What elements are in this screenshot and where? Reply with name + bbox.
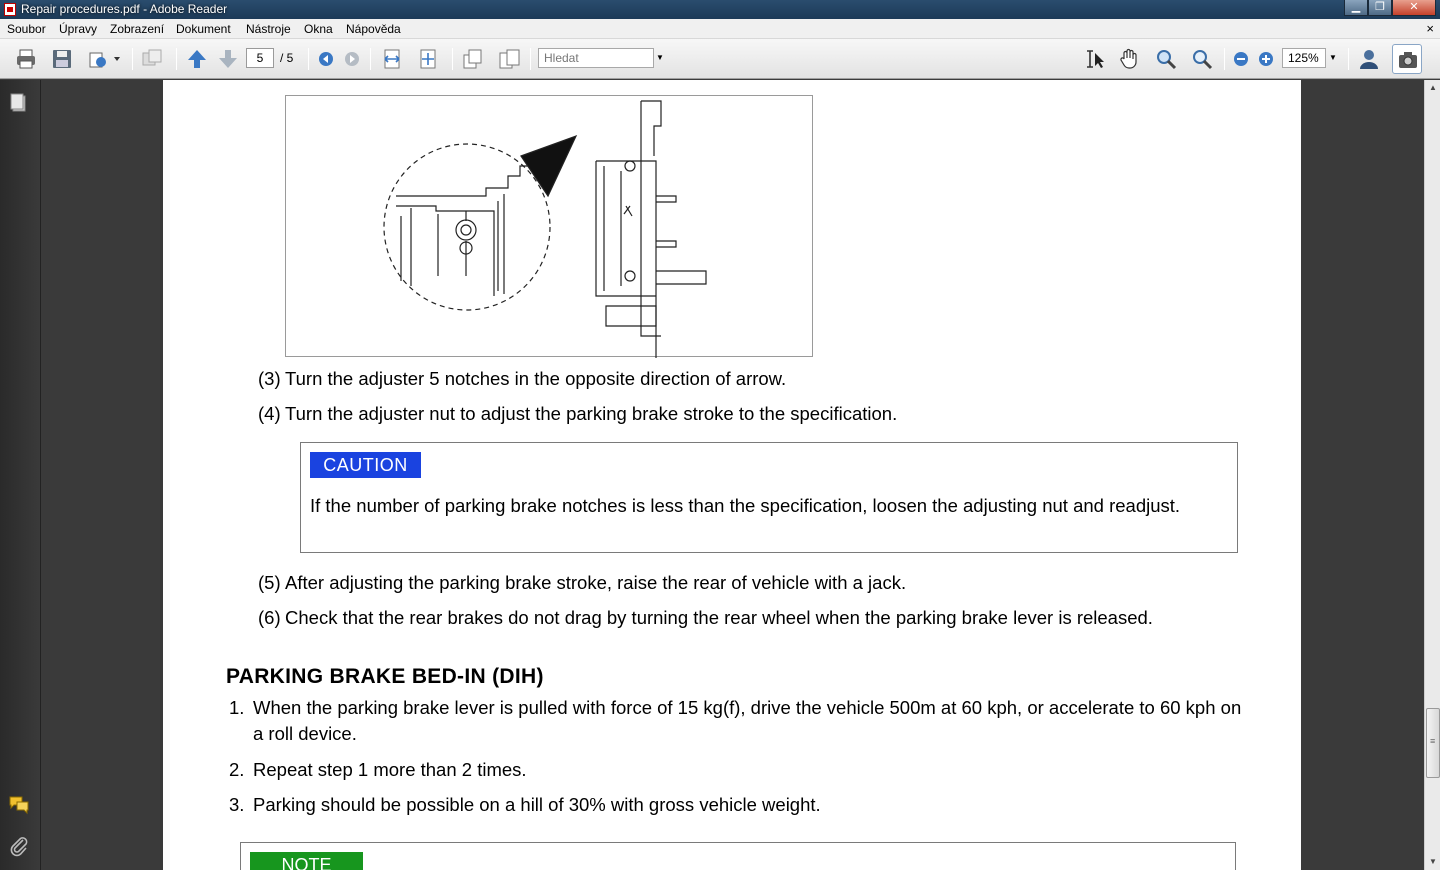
pages-panel-button[interactable] — [8, 92, 30, 114]
previous-page-button[interactable] — [185, 47, 209, 71]
close-button[interactable]: ✕ — [1392, 0, 1436, 16]
menu-upravy[interactable]: Úpravy — [59, 22, 98, 36]
arrow-up-icon — [185, 47, 209, 71]
close-document-button[interactable]: × — [1426, 21, 1434, 36]
comment-bubbles-icon — [8, 793, 30, 815]
caution-text: If the number of parking brake notches is less than the specification, loosen the adjusting nut and readjust. — [310, 495, 1181, 516]
pages-icon — [8, 92, 30, 114]
page-layout-icon — [497, 47, 521, 71]
caution-box — [300, 442, 1238, 553]
fit-page-icon — [416, 47, 440, 71]
menu-nastroje[interactable]: Nástroje — [246, 22, 291, 36]
pdf-page: (3) Turn the adjuster 5 notches in the opposite direction of arrow. (4) Turn the adjuster nut to adjust the parking brake stroke to the specification. CAUTION If the number of parking brake notches is less than the specification, loosen the adjusting nut and readjust. (5) After adjusting the parking brake stroke, raise the rear of vehicle with a jack. (6) Check that the rear brakes do not drag by turning the rear wheel when the parking brake lever is released. PARKING BRAKE BED-IN (DIH) 1. When the parking brake lever is pulled with force of 15 kg(f), drive the vehicle 500m at 60 kph, or accelerate to 60 kph on a roll device. 2. Repeat step 1 more than 2 times. 3. Parking should be possible on a hill of 30% with gross vehicle weight. NOTE — [163, 80, 1301, 870]
snapshot-tool-button[interactable] — [1392, 44, 1422, 74]
share-icon — [86, 47, 122, 71]
rotate-button[interactable] — [460, 47, 484, 71]
zoom-in-button[interactable] — [1256, 47, 1276, 71]
floppy-disk-icon — [50, 47, 74, 71]
menu-okna[interactable]: Okna — [304, 22, 333, 36]
attachments-panel-button[interactable] — [8, 835, 30, 857]
menu-napoveda[interactable]: Nápověda — [346, 22, 401, 36]
note-label: NOTE — [250, 852, 363, 870]
section-title: PARKING BRAKE BED-IN (DIH) — [226, 665, 544, 688]
search-input[interactable]: Hledat — [538, 48, 654, 68]
toolbar — [0, 39, 1440, 79]
arrow-down-icon — [216, 47, 240, 71]
fit-width-button[interactable] — [380, 47, 404, 71]
menu-dokument[interactable]: Dokument — [176, 22, 231, 36]
scroll-down-arrow[interactable]: ▼ — [1429, 857, 1437, 866]
print-button[interactable] — [14, 47, 38, 71]
sign-button[interactable] — [1357, 47, 1381, 71]
scroll-up-arrow[interactable]: ▲ — [1429, 83, 1437, 92]
comment-share-button[interactable] — [140, 47, 164, 71]
document-viewport[interactable] — [41, 80, 1424, 870]
scroll-thumb[interactable] — [1426, 708, 1440, 778]
rotate-page-icon — [460, 47, 484, 71]
share-button[interactable] — [86, 47, 122, 71]
previous-view-button[interactable] — [316, 47, 336, 71]
zoom-out-icon — [1231, 47, 1251, 71]
navigation-panel — [0, 80, 41, 870]
caution-label: CAUTION — [310, 452, 421, 478]
next-view-button[interactable] — [342, 47, 362, 71]
hand-icon — [1117, 47, 1141, 71]
window-controls — [1344, 0, 1436, 17]
page-total: / 5 — [280, 51, 294, 65]
next-page-button[interactable] — [216, 47, 240, 71]
marquee-zoom-button[interactable] — [1154, 47, 1178, 71]
zoom-out-button[interactable] — [1231, 47, 1251, 71]
collaborate-icon — [140, 47, 164, 71]
menu-zobrazeni[interactable]: Zobrazení — [110, 22, 165, 36]
title-bar — [0, 0, 1440, 19]
brake-adjuster-figure — [285, 95, 813, 357]
search-dropdown-arrow[interactable]: ▼ — [656, 53, 664, 62]
page-number-input[interactable]: 5 — [246, 48, 274, 68]
forward-circle-icon — [342, 47, 362, 71]
menu-bar — [0, 19, 1440, 39]
restore-button[interactable]: ❐ — [1368, 0, 1392, 16]
zoom-marquee-icon — [1154, 47, 1178, 71]
minimize-button[interactable]: ▁ — [1344, 0, 1368, 16]
fit-page-button[interactable] — [416, 47, 440, 71]
fit-width-icon — [380, 47, 404, 71]
menu-soubor[interactable]: Soubor — [7, 22, 46, 36]
two-page-button[interactable] — [497, 47, 521, 71]
comments-panel-button[interactable] — [8, 793, 30, 815]
zoom-in-icon — [1256, 47, 1276, 71]
select-tool-button[interactable] — [1082, 47, 1106, 71]
adobe-reader-icon — [4, 3, 16, 16]
brake-diagram-illustration — [286, 96, 814, 358]
window-title: Repair procedures.pdf - Adobe Reader — [21, 2, 228, 16]
back-circle-icon — [316, 47, 336, 71]
paperclip-icon — [8, 835, 30, 857]
zoom-dropdown-arrow[interactable]: ▼ — [1329, 53, 1337, 62]
note-box — [240, 842, 1236, 870]
hand-tool-button[interactable] — [1117, 47, 1141, 71]
dynamic-zoom-button[interactable] — [1190, 47, 1214, 71]
person-icon — [1357, 47, 1381, 71]
magnifier-icon — [1190, 47, 1214, 71]
zoom-level-input[interactable]: 125% — [1282, 48, 1326, 68]
save-button[interactable] — [50, 47, 74, 71]
camera-icon — [1396, 48, 1420, 72]
vertical-scrollbar[interactable] — [1424, 80, 1440, 870]
text-select-icon — [1082, 47, 1106, 71]
printer-icon — [14, 47, 38, 71]
